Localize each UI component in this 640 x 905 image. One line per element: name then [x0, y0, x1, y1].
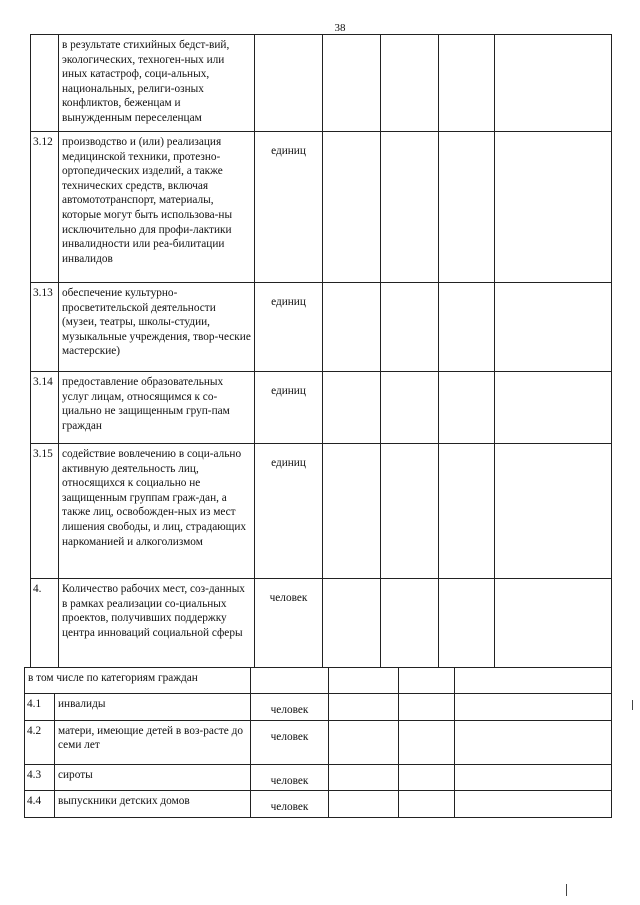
table-row [31, 35, 612, 132]
empty-cell [399, 764, 455, 791]
table-row [31, 132, 612, 283]
empty-cell [251, 668, 329, 694]
row-unit: человек [251, 791, 329, 818]
empty-cell [323, 579, 381, 668]
table-row [25, 694, 612, 721]
empty-cell [495, 132, 612, 283]
empty-cell [329, 668, 399, 694]
empty-cell [329, 694, 399, 721]
table-row [31, 444, 612, 579]
row-number: 4.2 [25, 720, 55, 764]
row-description: выпускники детских домов [55, 791, 251, 818]
row-unit: человек [251, 764, 329, 791]
empty-cell [439, 579, 495, 668]
empty-cell [495, 35, 612, 132]
category-header-row [25, 668, 612, 694]
empty-cell [455, 668, 612, 694]
categories-table [24, 667, 612, 818]
row-number: 4.1 [25, 694, 55, 721]
table-row [25, 720, 612, 764]
row-description: сироты [55, 764, 251, 791]
empty-cell [495, 444, 612, 579]
empty-cell [399, 694, 455, 721]
empty-cell [495, 372, 612, 444]
empty-cell [439, 35, 495, 132]
row-number: 3.13 [31, 283, 59, 372]
empty-cell [329, 720, 399, 764]
row-description: инвалиды [55, 694, 251, 721]
empty-cell [381, 35, 439, 132]
row-number: 3.14 [31, 372, 59, 444]
row-number: 4. [31, 579, 59, 668]
empty-cell [439, 132, 495, 283]
row-description: матери, имеющие детей в воз-расте до семи лет [55, 720, 251, 764]
empty-cell [455, 791, 612, 818]
empty-cell [329, 791, 399, 818]
row-number: 4.4 [25, 791, 55, 818]
row-number [31, 35, 59, 132]
row-description: предоставление образовательных услуг лицам, относящимся к со-циально не защищенным груп-пам граждан [59, 372, 255, 444]
empty-cell [323, 132, 381, 283]
empty-cell [495, 579, 612, 668]
empty-cell [323, 283, 381, 372]
empty-cell [439, 372, 495, 444]
row-description: в результате стихийных бедст-вий, экологических, техноген-ных или иных катастроф, соци-альных, национальных, религи-озных конфликтов, беженцам и вынужденным переселенцам [59, 35, 255, 132]
empty-cell [399, 791, 455, 818]
empty-cell [381, 444, 439, 579]
page-number: 38 [334, 22, 346, 34]
category-header: в том числе по категориям граждан [25, 668, 251, 694]
row-unit: единиц [255, 444, 323, 579]
empty-cell [381, 372, 439, 444]
row-unit: человек [255, 579, 323, 668]
row-unit: человек [251, 694, 329, 721]
empty-cell [439, 444, 495, 579]
row-number: 3.12 [31, 132, 59, 283]
row-description: Количество рабочих мест, соз-данных в рамках реализации со-циальных проектов, получивших поддержку центра инноваций социальной сферы [59, 579, 255, 668]
table-row [25, 764, 612, 791]
scan-mark [566, 884, 567, 896]
empty-cell [323, 372, 381, 444]
empty-cell [455, 720, 612, 764]
row-unit: человек [251, 720, 329, 764]
empty-cell [399, 720, 455, 764]
table-row [25, 791, 612, 818]
empty-cell [381, 579, 439, 668]
row-description: обеспечение культурно-просветительской деятельности (музеи, театры, школы-студии, музыкальные учреждения, твор-ческие мастерские) [59, 283, 255, 372]
row-unit: единиц [255, 372, 323, 444]
empty-cell [381, 283, 439, 372]
row-number: 4.3 [25, 764, 55, 791]
row-description: производство и (или) реализация медицинской техники, протезно-ортопедических изделий, а также технических средств, включая автомототранспорт, материалы, которые могут быть использова-ны исключительно для профи-лактики инвалидности или реа-билитации инвалидов [59, 132, 255, 283]
scan-mark [632, 700, 633, 710]
empty-cell [323, 35, 381, 132]
indicators-table [30, 34, 612, 668]
row-unit: единиц [255, 132, 323, 283]
empty-cell [329, 764, 399, 791]
empty-cell [439, 283, 495, 372]
empty-cell [455, 694, 612, 721]
empty-cell [323, 444, 381, 579]
row-unit [255, 35, 323, 132]
empty-cell [381, 132, 439, 283]
table-row [31, 579, 612, 668]
empty-cell [495, 283, 612, 372]
row-unit: единиц [255, 283, 323, 372]
table-row [31, 372, 612, 444]
row-description: содействие вовлечению в соци-ально активную деятельность лиц, относящихся к социально не защищенным группам граж-дан, а также лиц, освобожден-ных из мест лишения свободы, и лиц, страдающих наркоманией и алкоголизмом [59, 444, 255, 579]
table-row [31, 283, 612, 372]
empty-cell [399, 668, 455, 694]
row-number: 3.15 [31, 444, 59, 579]
empty-cell [455, 764, 612, 791]
